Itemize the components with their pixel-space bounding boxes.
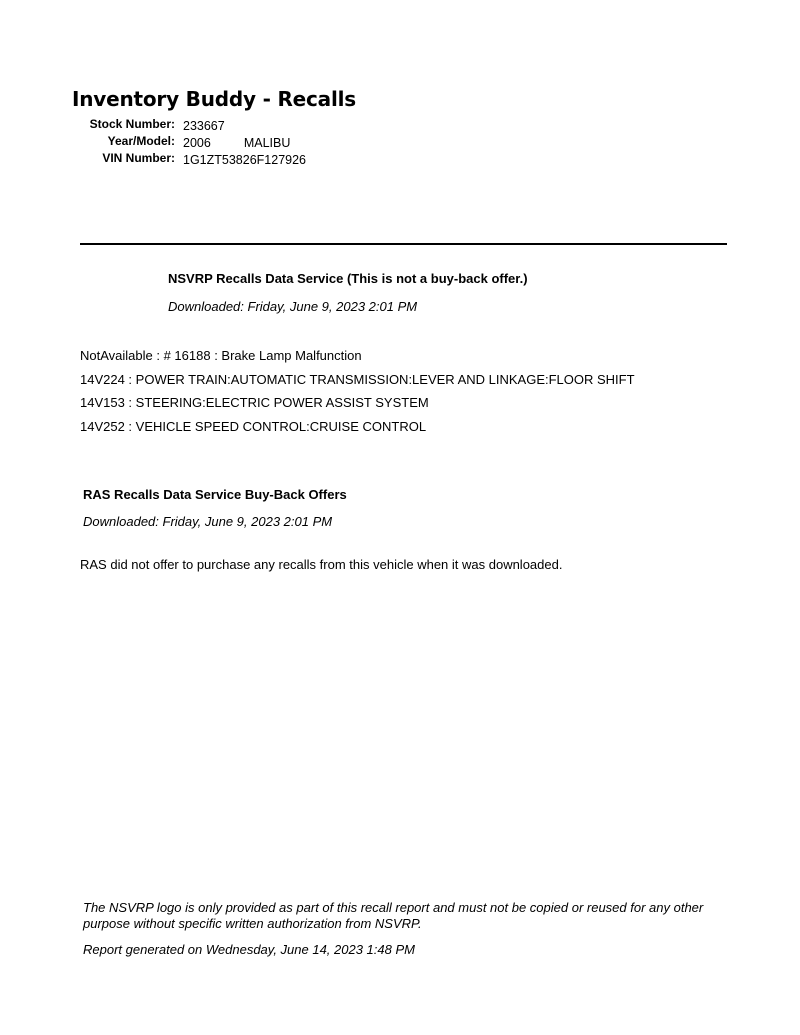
vehicle-info [70, 116, 306, 167]
section-divider [80, 243, 727, 245]
ras-downloaded-date: Downloaded: Friday, June 9, 2023 2:01 PM [83, 514, 333, 529]
ras-message: RAS did not offer to purchase any recalls from this vehicle when it was downloaded. [80, 557, 563, 572]
stock-number-row [70, 116, 306, 133]
vin-number-value: 1G1ZT53826F127926 [183, 153, 307, 167]
stock-number-value: 233667 [183, 119, 225, 133]
recall-item: 14V224 : POWER TRAIN:AUTOMATIC TRANSMISSION:LEVER AND LINKAGE:FLOOR SHIFT [80, 371, 635, 387]
stock-number-label: Stock Number: [89, 117, 175, 131]
recall-item: NotAvailable : # 16188 : Brake Lamp Malfunction [80, 348, 362, 363]
recall-item: 14V153 : STEERING:ELECTRIC POWER ASSIST SYSTEM [80, 395, 429, 410]
year-value: 2006 [183, 136, 211, 150]
vin-number-row [70, 150, 306, 167]
nsvrp-section-heading: NSVRP Recalls Data Service (This is not a buy-back offer.) [168, 271, 528, 286]
nsvrp-downloaded-date: Downloaded: Friday, June 9, 2023 2:01 PM [168, 299, 418, 314]
model-value: MALIBU [243, 136, 291, 150]
recall-list [80, 347, 635, 441]
report-generated-date: Report generated on Wednesday, June 14, 2023 1:48 PM [83, 942, 415, 957]
vin-number-label: VIN Number: [102, 151, 175, 165]
report-title: Inventory Buddy - Recalls [72, 87, 356, 111]
recall-item: 14V252 : VEHICLE SPEED CONTROL:CRUISE CONTROL [80, 418, 427, 434]
ras-section-heading: RAS Recalls Data Service Buy-Back Offers [83, 487, 347, 502]
logo-disclaimer: The NSVRP logo is only provided as part of this recall report and must not be copied or reused for any other purpose without specific written authorization from NSVRP. [83, 900, 704, 931]
year-model-row [70, 133, 306, 150]
year-model-label: Year/Model: [107, 134, 175, 148]
